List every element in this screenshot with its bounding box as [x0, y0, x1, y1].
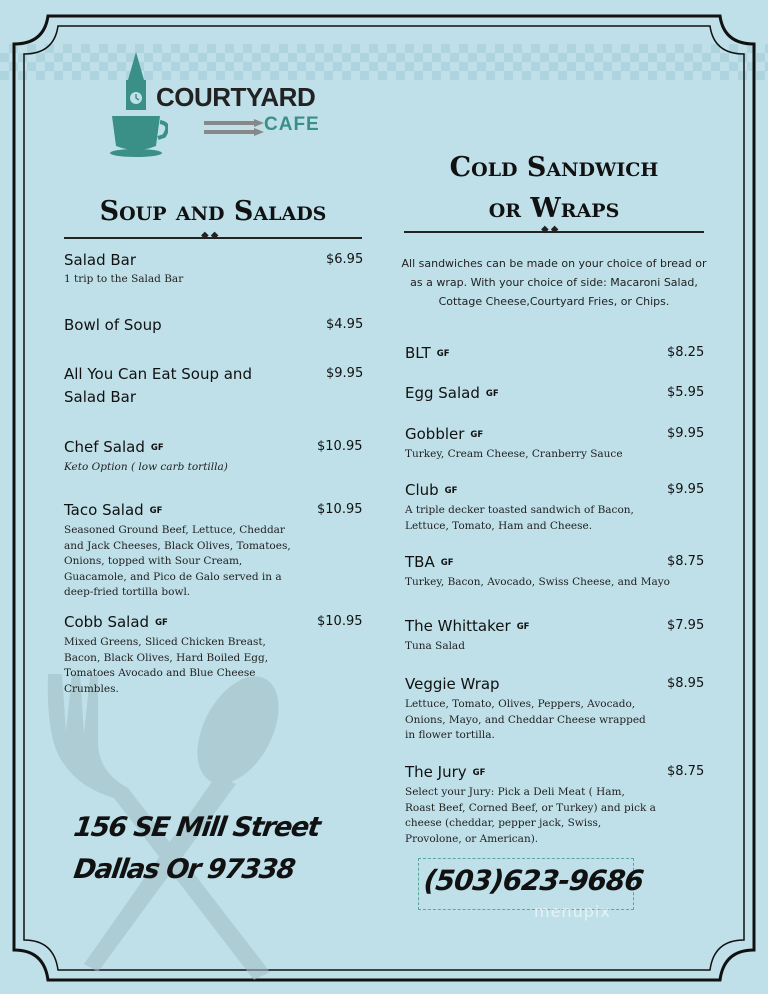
price: $10.95	[317, 502, 363, 517]
menu-item-cobb-salad: Cobb Salad GF Mixed Greens, Sliced Chicken Breast, Bacon, Black Olives, Hard Boiled Egg, Tomatoes Avocado and Blue Cheese Crumbles. $10.95	[64, 613, 363, 695]
divider-ornament: ◆◆	[201, 230, 221, 241]
price: $10.95	[317, 439, 363, 454]
menu-item-the-jury: The Jury GF Select your Jury: Pick a Deli Meat ( Ham, Roast Beef, Corned Beef, or Turkey) and pick a cheese (cheddar, pepper jack, Swiss, Provolone, or American). $8.75	[405, 763, 705, 845]
menu-item-the-whittaker: The Whittaker GF Tuna Salad $7.95	[405, 617, 705, 652]
gf-badge: GF	[516, 622, 530, 632]
price: $7.95	[667, 618, 705, 633]
gf-badge: GF	[470, 430, 484, 440]
gf-badge: GF	[436, 349, 450, 359]
price: $8.95	[667, 676, 705, 691]
menu-item-tba: TBA GF Turkey, Bacon, Avocado, Swiss Cheese, and Mayo $8.75	[405, 553, 705, 588]
divider-ornament: ◆◆	[541, 224, 561, 235]
menu-item-bowl-of-soup: Bowl of Soup $4.95	[64, 316, 364, 334]
menu-item-taco-salad: Taco Salad GF Seasoned Ground Beef, Lettuce, Cheddar and Jack Cheeses, Black Olives, Tomatoes, Onions, topped with Sour Cream, Guacamole, and Pico de Galo served in a deep-fried tortilla bowl. $10.95	[64, 501, 363, 598]
sandwich-intro: All sandwiches can be made on your choice of bread or as a wrap. With your choice of side: Macaroni Salad, Cottage Cheese,Courtyard Fries, or Chips.	[401, 257, 707, 308]
menu-item-chef-salad: Chef Salad GF Keto Option ( low carb tortilla) $10.95	[64, 438, 363, 473]
brand-subname: CAFE	[264, 114, 320, 135]
price: $6.95	[326, 252, 364, 267]
menu-item-salad-bar: Salad Bar 1 trip to the Salad Bar $6.95	[64, 251, 364, 285]
gf-badge: GF	[485, 389, 499, 399]
price: $4.95	[326, 317, 364, 332]
cafe-logo	[108, 50, 338, 160]
address-line-1: 156 SE Mill Street	[71, 812, 322, 843]
menu-item-gobbler: Gobbler GF Turkey, Cream Cheese, Cranberry Sauce $9.95	[405, 425, 705, 460]
price: $9.95	[667, 426, 705, 441]
price: $5.95	[667, 385, 705, 400]
price: $10.95	[317, 614, 363, 629]
price: $9.95	[667, 482, 705, 497]
address-line-2: Dallas Or 97338	[71, 854, 297, 885]
menu-item-egg-salad: Egg Salad GF $5.95	[405, 384, 705, 402]
price: $8.75	[667, 554, 705, 569]
gf-badge: GF	[150, 443, 164, 453]
brand-name: COURTYARD	[156, 82, 316, 112]
price: $9.95	[326, 366, 364, 381]
fork-knife-icon	[202, 118, 264, 138]
menu-item-club: Club GF A triple decker toasted sandwich of Bacon, Lettuce, Tomato, Ham and Cheese. $9.95	[405, 481, 705, 532]
section-title-line1: Cold Sandwich	[449, 152, 659, 183]
gf-badge: GF	[155, 618, 168, 628]
menu-item-blt: BLT GF $8.25	[405, 344, 705, 362]
section-title-line2: or Wraps	[488, 193, 620, 224]
gf-badge: GF	[472, 768, 486, 778]
gf-badge: GF	[440, 558, 454, 568]
coffee-cup-icon	[110, 116, 167, 157]
price: $8.75	[667, 764, 705, 779]
phone-number: (503)623-9686	[422, 864, 645, 897]
menu-item-veggie-wrap: Veggie Wrap Lettuce, Tomato, Olives, Peppers, Avocado, Onions, Mayo, and Cheddar Cheese wrapped in flower tortilla. $8.95	[405, 675, 705, 741]
gf-badge: GF	[444, 486, 458, 496]
gf-badge: GF	[149, 506, 163, 516]
section-title-soup-salads: Soup and Salads	[99, 196, 327, 227]
price: $8.25	[667, 345, 705, 360]
menu-item-all-you-can-eat: All You Can Eat Soup and Salad Bar $9.95	[64, 365, 364, 406]
watermark: menupix	[534, 902, 611, 921]
